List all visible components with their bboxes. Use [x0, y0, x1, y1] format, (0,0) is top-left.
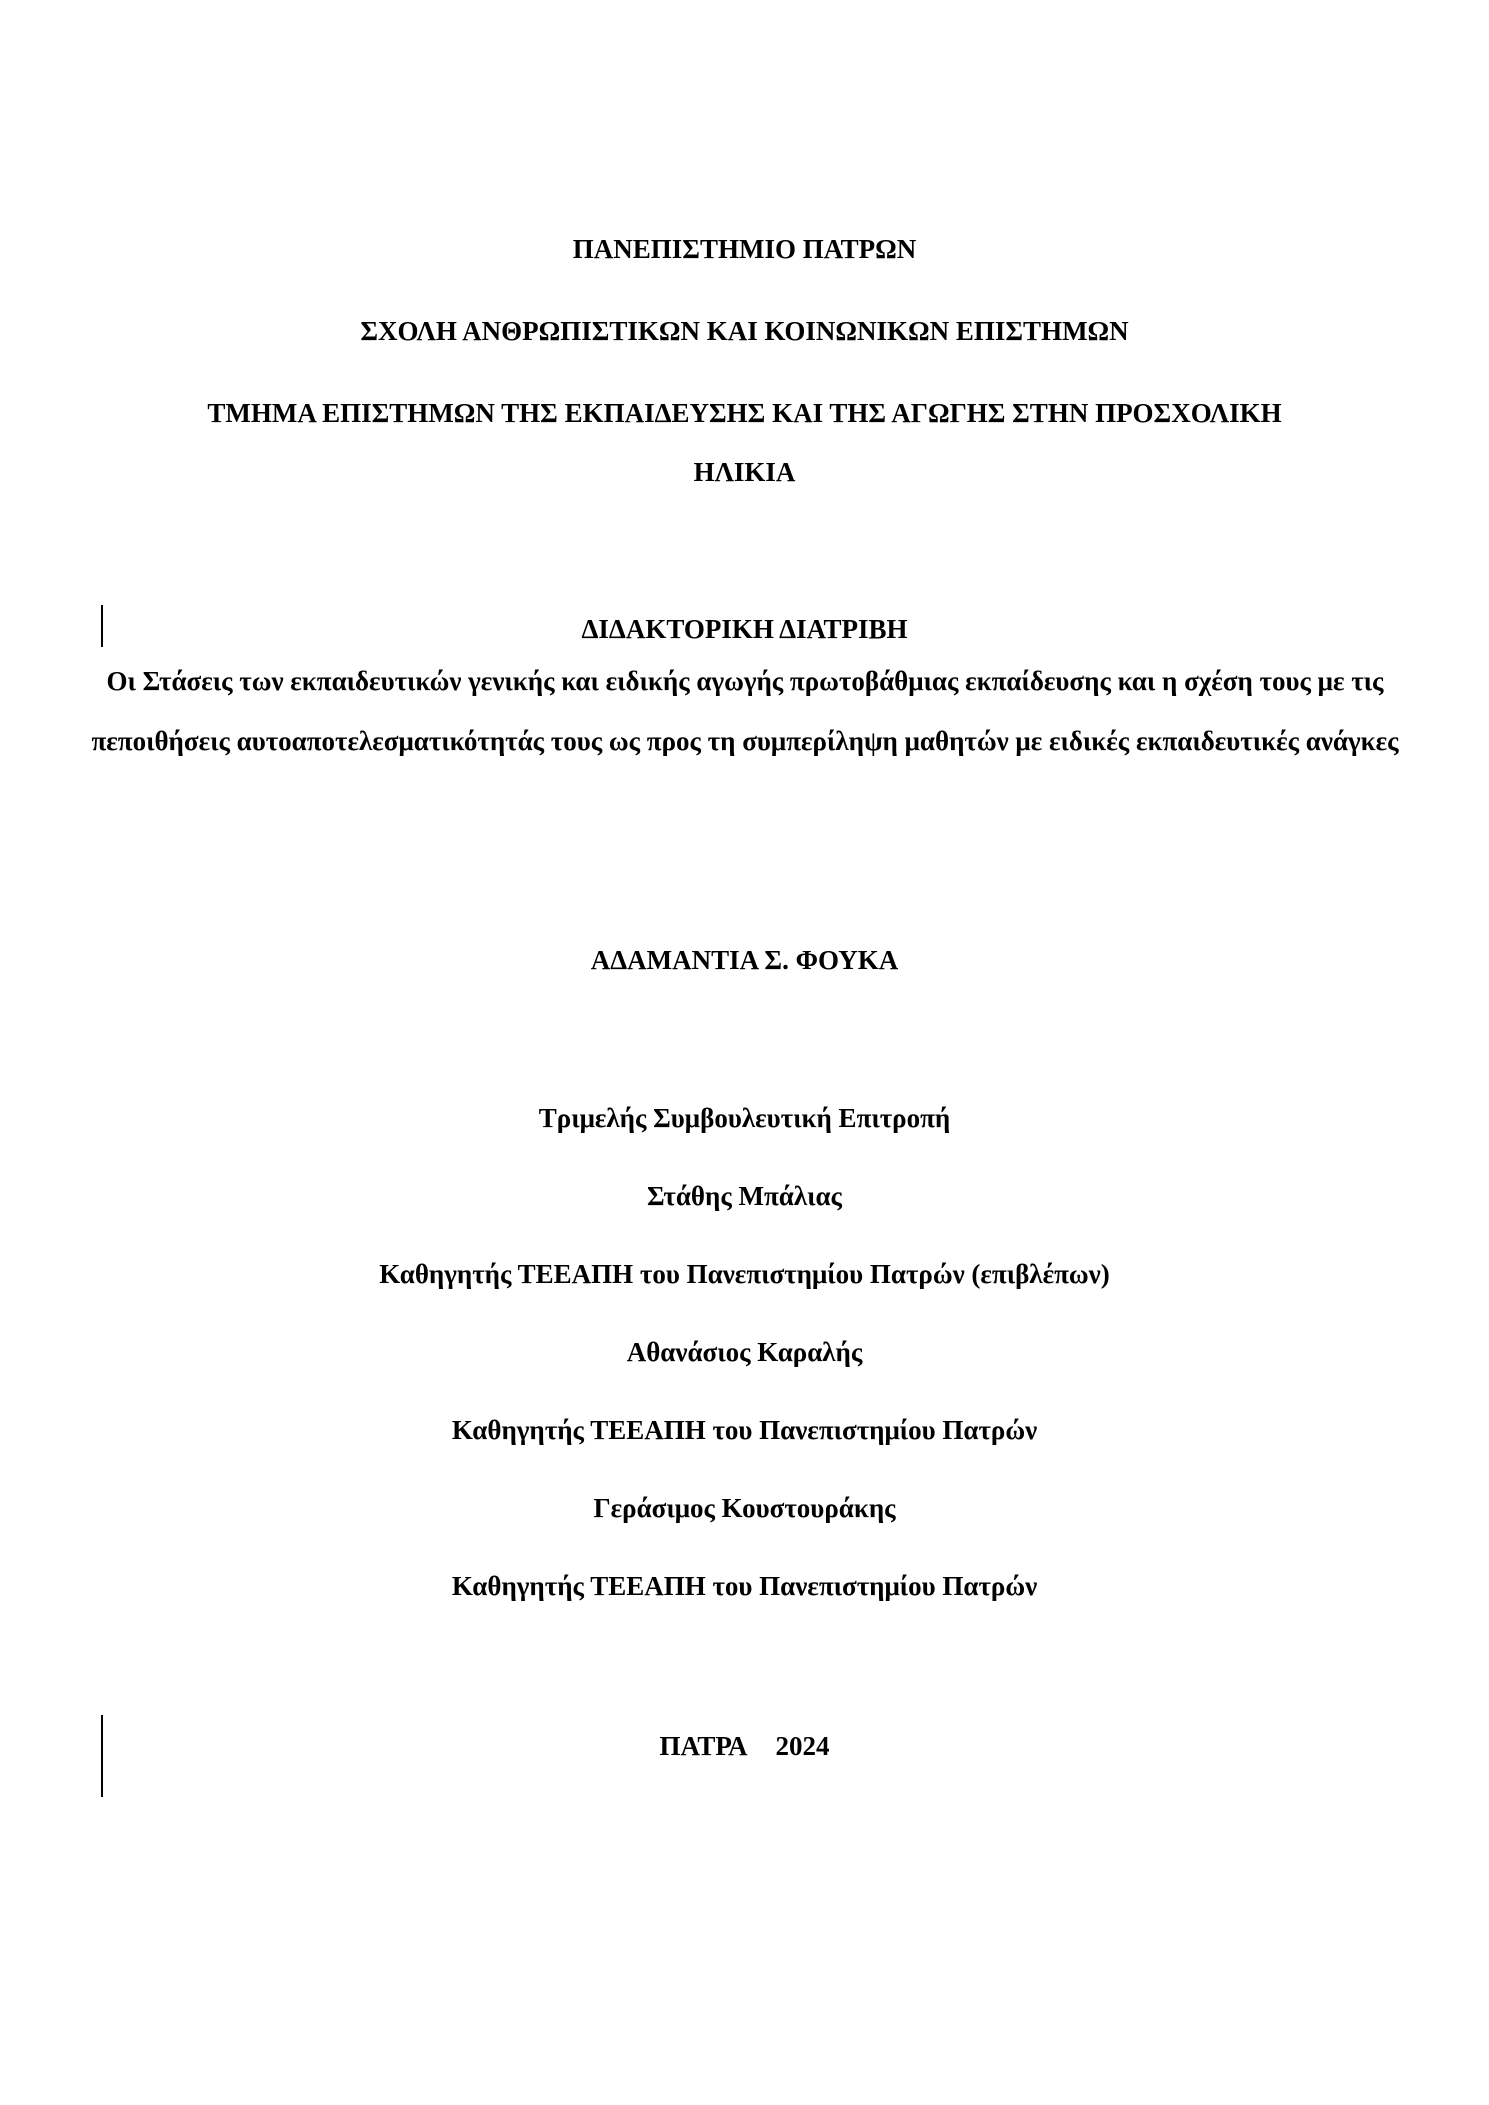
committee-heading: Τριμελής Συμβουλευτική Επιτροπή — [538, 1103, 951, 1133]
place-and-year — [0, 1730, 1489, 1762]
committee-member-role: Καθηγητής ΤΕΕΑΠΗ του Πανεπιστημίου Πατρών — [451, 1571, 1038, 1601]
committee-member-name: Στάθης Μπάλιας — [647, 1181, 842, 1211]
committee-member-name: Αθανάσιος Καραλής — [626, 1337, 863, 1367]
university-name: ΠΑΝΕΠΙΣΤΗΜΙΟ ΠΑΤΡΩΝ — [572, 234, 917, 264]
school-name: ΣΧΟΛΗ ΑΝΘΡΩΠΙΣΤΙΚΩΝ ΚΑΙ ΚΟΙΝΩΝΙΚΩΝ ΕΠΙΣΤΗΜΩΝ — [360, 316, 1129, 346]
year: 2024 — [775, 1731, 830, 1761]
city: ΠΑΤΡΑ — [659, 1731, 748, 1761]
committee-member-role: Καθηγητής ΤΕΕΑΠΗ του Πανεπιστημίου Πατρών (επιβλέπων) — [379, 1259, 1110, 1289]
department-name-line1: ΤΜΗΜΑ ΕΠΙΣΤΗΜΩΝ ΤΗΣ ΕΚΠΑΙΔΕΥΣΗΣ ΚΑΙ ΤΗΣ ΑΓΩΓΗΣ ΣΤΗΝ ΠΡΟΣΧΟΛΙΚΗ — [207, 398, 1282, 428]
thesis-title: Οι Στάσεις των εκπαιδευτικών γενικής και ειδικής αγωγής πρωτοβάθμιας εκπαίδευσης και η σχέση τους με τις πεποιθήσεις αυτοαποτελεσματικότητάς τους ως προς τη συμπερίληψη μαθητών με ειδικές εκπαιδευτικές ανάγκες — [91, 666, 1399, 756]
committee-member-role: Καθηγητής ΤΕΕΑΠΗ του Πανεπιστημίου Πατρών — [451, 1415, 1038, 1445]
department-name-line2: ΗΛΙΚΙΑ — [693, 457, 796, 487]
thesis-type: ΔΙΔΑΚΤΟΡΙΚΗ ΔΙΑΤΡΙΒΗ — [581, 614, 908, 644]
author-name: ΑΔΑΜΑΝΤΙΑ Σ. ΦΟΥΚΑ — [590, 945, 899, 975]
committee-member-name: Γεράσιμος Κουστουράκης — [593, 1493, 896, 1523]
